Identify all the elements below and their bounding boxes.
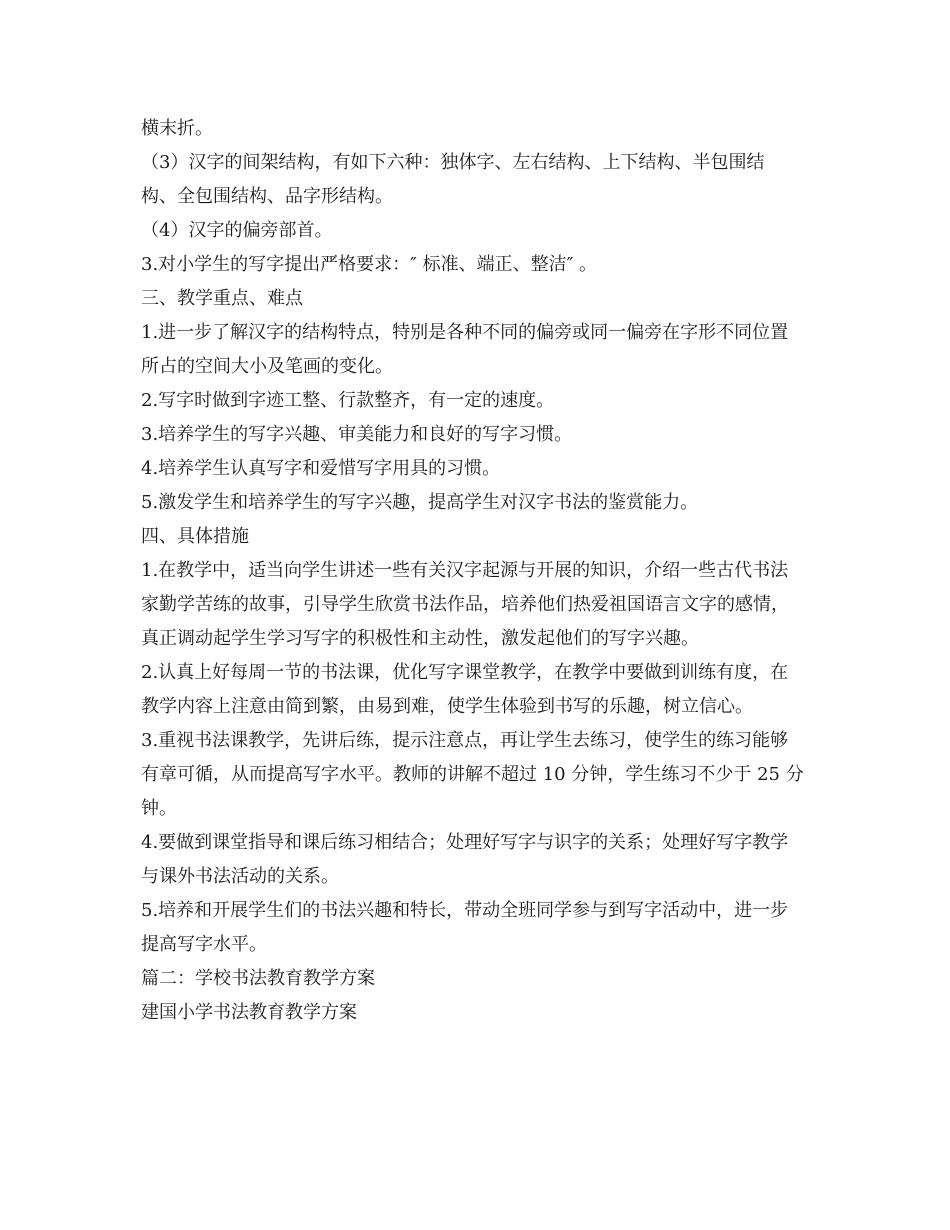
section-heading: 篇二：学校书法教育教学方案 [141, 968, 375, 989]
document-title: 建国小学书法教育教学方案 [141, 1002, 357, 1023]
section-heading: 三、教学重点、难点 [141, 288, 303, 309]
text-line: 3.培养学生的写字兴趣、审美能力和良好的写字习惯。 [141, 424, 573, 445]
text-line: 钟。 [141, 798, 177, 819]
text-line: 提高写字水平。 [141, 934, 267, 955]
text-line: 真正调动起学生学习写字的积极性和主动性，激发起他们的写字兴趣。 [141, 628, 699, 649]
text-line: 有章可循，从而提高写字水平。教师的讲解不超过 10 分钟，学生练习不少于 25 分 [141, 764, 804, 785]
text-line: 教学内容上注意由简到繁，由易到难，使学生体验到书写的乐趣，树立信心。 [141, 696, 753, 717]
text-line: 3.重视书法课教学，先讲后练，提示注意点，再让学生去练习，使学生的练习能够 [141, 730, 789, 751]
text-line: 家勤学苦练的故事，引导学生欣赏书法作品，培养他们热爱祖国语言文字的感情， [141, 594, 789, 615]
text-line: 2.写字时做到字迹工整、行款整齐，有一定的速度。 [141, 390, 555, 411]
text-line: 2.认真上好每周一节的书法课，优化写字课堂教学，在教学中要做到训练有度，在 [141, 662, 789, 683]
text-line: （4）汉字的偏旁部首。 [141, 220, 333, 241]
text-line: 与课外书法活动的关系。 [141, 866, 339, 887]
text-line: 4.培养学生认真写字和爱惜写字用具的习惯。 [141, 458, 501, 479]
text-line: 5.培养和开展学生们的书法兴趣和特长，带动全班同学参与到写字活动中，进一步 [141, 900, 789, 921]
section-heading: 四、具体措施 [141, 526, 249, 547]
text-line: 所占的空间大小及笔画的变化。 [141, 356, 393, 377]
text-line: （3）汉字的间架结构，有如下六种：独体字、左右结构、上下结构、半包围结 [141, 152, 765, 173]
text-line: 1.在教学中，适当向学生讲述一些有关汉字起源与开展的知识，介绍一些古代书法 [141, 560, 789, 581]
text-line: 5.激发学生和培养学生的写字兴趣，提高学生对汉字书法的鉴赏能力。 [141, 492, 699, 513]
text-line: 横末折。 [141, 118, 213, 139]
text-line: 构、全包围结构、品字形结构。 [141, 186, 393, 207]
text-line: 4.要做到课堂指导和课后练习相结合；处理好写字与识字的关系；处理好写字教学 [141, 832, 789, 853]
text-line: 3.对小学生的写字提出严格要求：″ 标准、端正、整洁″ 。 [141, 254, 598, 275]
text-line: 1.进一步了解汉字的结构特点，特别是各种不同的偏旁或同一偏旁在字形不同位置 [141, 322, 789, 343]
document-body [141, 112, 821, 1030]
